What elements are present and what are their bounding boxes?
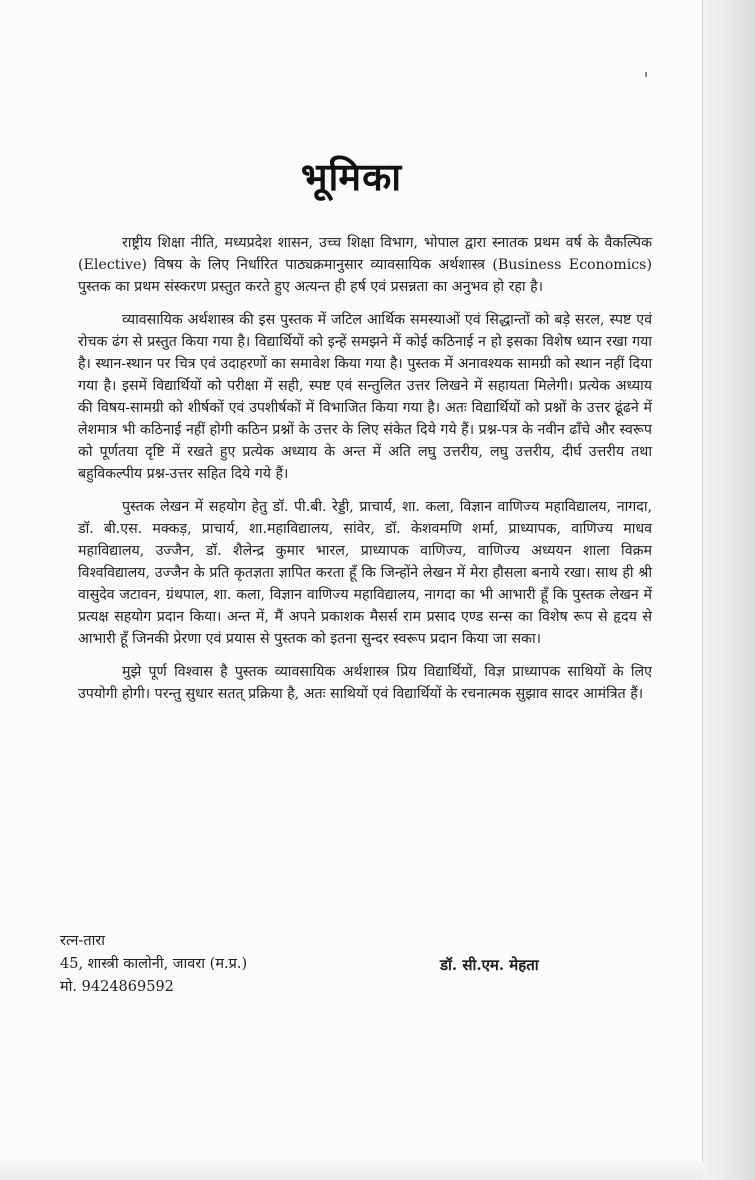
house-name: रत्न-तारा	[60, 933, 106, 949]
preface-body	[78, 232, 652, 716]
phone-number: मो. 9424869592	[60, 979, 174, 995]
page-title: भूमिका	[300, 154, 403, 199]
paragraph-acknowledgements: पुस्तक लेखन में सहयोग हेतु डॉ. पी.बी. रेड्डी, प्राचार्य, शा. कला, विज्ञान वाणिज्य महाविद्यालय, नागदा, डॉ. बी.एस. मक्कड़, प्राचार्य, शा.महाविद्यालय, सांवेर, डॉ. केशवमणि शर्मा, प्राध्यापक, वाणिज्य माधव महाविद्यालय, उज्जैन, डॉ. शैलेन्द्र कुमार भारल, प्राध्यापक वाणिज्य, वाणिज्य अध्ययन शाला विक्रम विश्वविद्यालय, उज्जैन के प्रति कृतज्ञता ज्ञापित करता हूँ कि जिन्होंने लेखन में मेरा हौसला बनाये रखा। साथ ही श्री वासुदेव जटावन, ग्रंथपाल, शा. कला, विज्ञान वाणिज्य महाविद्यालय, नागदा का भी आभारी हूँ कि पुस्तक लेखन में प्रत्यक्ष सहयोग प्रदान किया। अन्त में, मैं अपने प्रकाशक मैसर्स राम प्रसाद एण्ड सन्स का विशेष रूप से हृदय से आभारी हूँ जिनकी प्रेरणा एवं प्रयास से पुस्तक को इतना सुन्दर स्वरूप प्रदान किया जा सका।	[78, 499, 652, 647]
paragraph-content: व्यावसायिक अर्थशास्त्र की इस पुस्तक में जटिल आर्थिक समस्याओं एवं सिद्धान्तों को बड़े सरल, स्पष्ट एवं रोचक ढंग से प्रस्तुत किया गया है। विद्यार्थियों को इन्हें समझने में कोई कठिनाई न हो इसका विशेष ध्यान रखा गया है। स्थान-स्थान पर चित्र एवं उदाहरणों का समावेश किया गया है। पुस्तक में अनावश्यक सामग्री को स्थान नहीं दिया गया है। इसमें विद्यार्थियों को परीक्षा में सही, स्पष्ट एवं सन्तुलित उत्तर लिखने में सहायता मिलेगी। प्रत्येक अध्याय की विषय-सामग्री को शीर्षकों एवं उपशीर्षकों में विभाजित किया गया है। अतः विद्यार्थियों को प्रश्नों के उत्तर ढूंढने में लेशमात्र भी कठिनाई नहीं होगी कठिन प्रश्नों के उत्तर के लिए संकेत दिये गये हैं। प्रश्न-पत्र के नवीन ढाँचे और स्वरूप को पूर्णतया दृष्टि में रखते हुए प्रत्येक अध्याय के अन्त में अति लघु उत्तरीय, लघु उत्तरीय, दीर्घ उत्तरीय तथा बहुविकल्पीय प्रश्न-उत्तर सहित दिये गये हैं।	[78, 312, 652, 482]
author-signature: डॉ. सी.एम. मेहता	[440, 956, 539, 974]
scan-speck	[645, 72, 647, 77]
page-bottom-edge	[0, 1162, 703, 1180]
address-line: 45, शास्त्री कालोनी, जावरा (म.प्र.)	[60, 956, 248, 972]
paragraph-closing: मुझे पूर्ण विश्वास है पुस्तक व्यावसायिक अर्थशास्त्र प्रिय विद्यार्थियों, विज्ञ प्राध्यापक साथियों के लिए उपयोगी होगी। परन्तु सुधार सतत् प्रक्रिया है, अतः साथियों एवं विद्यार्थियों के रचनात्मक सुझाव सादर आमंत्रित हैं।	[78, 664, 652, 702]
page-edge-shadow	[702, 0, 755, 1180]
paragraph-intro: राष्ट्रीय शिक्षा नीति, मध्यप्रदेश शासन, उच्च शिक्षा विभाग, भोपाल द्वारा स्नातक प्रथम वर्ष के वैकल्पिक (Elective) विषय के लिए निर्धारित पाठ्यक्रमानुसार व्यावसायिक अर्थशास्त्र (Business Economics) पुस्तक का प्रथम संस्करण प्रस्तुत करते हुए अत्यन्त ही हर्ष एवं प्रसन्नता का अनुभव हो रहा है।	[78, 235, 652, 295]
author-address-block	[60, 930, 247, 999]
